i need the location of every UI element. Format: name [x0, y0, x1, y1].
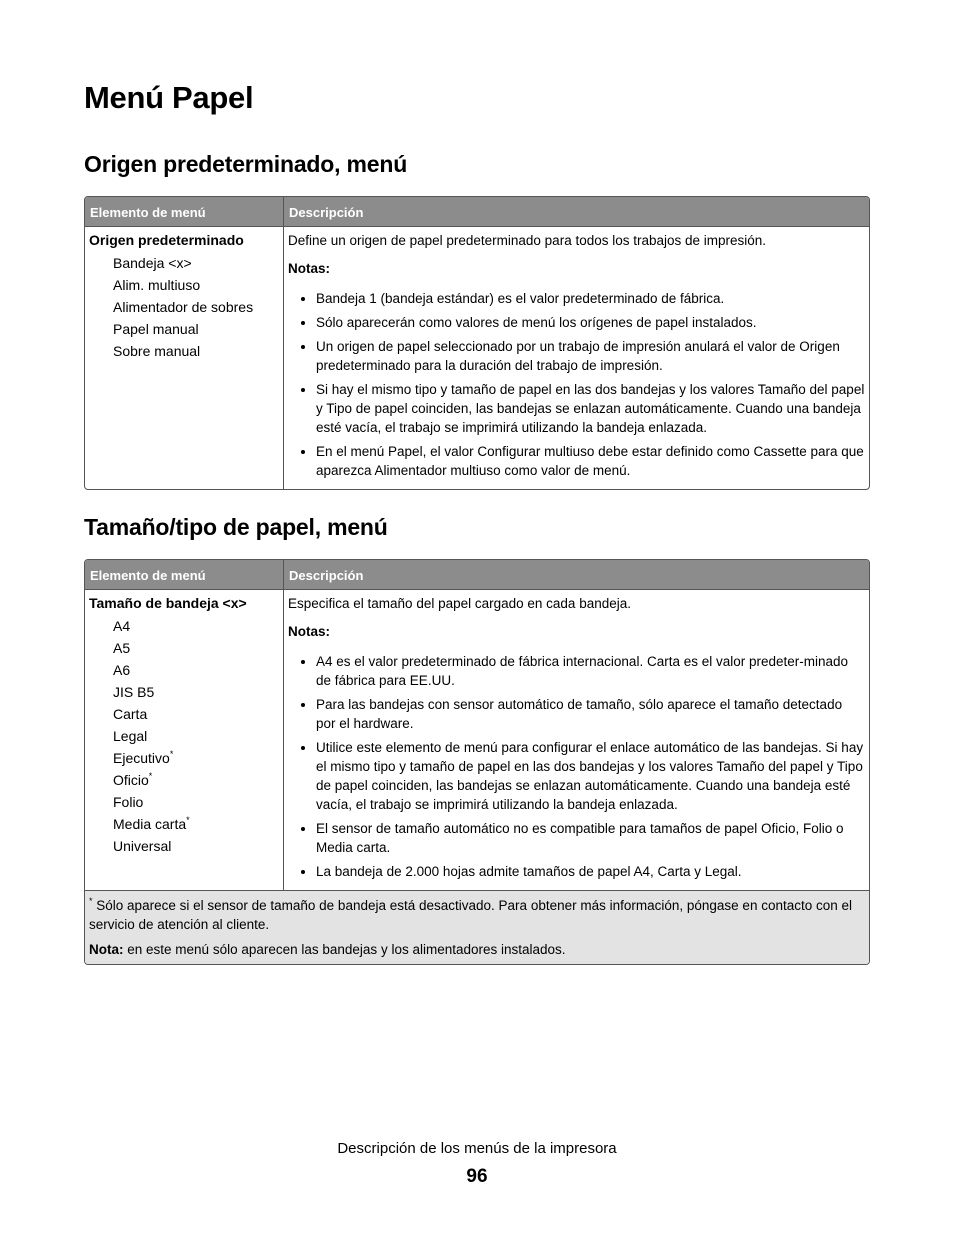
- table-header-row: [85, 197, 869, 226]
- page-number: 96: [466, 1166, 488, 1187]
- option-label: Oficio: [113, 772, 149, 788]
- menu-item-name: Tamaño de bandeja <x>: [89, 595, 247, 611]
- origen-menu-table: [84, 196, 870, 490]
- menu-item-cell: [85, 226, 284, 489]
- asterisk-mark: *: [186, 815, 190, 825]
- asterisk-mark: *: [89, 896, 93, 906]
- footnote-text: Sólo aparece si el sensor de tamaño de bandeja está desactivado. Para obtener más información, póngase en contacto con el servicio de atención al cliente.: [89, 898, 853, 932]
- note-text: en este menú sólo aparecen las bandejas y los alimentadores instalados.: [127, 942, 566, 957]
- option-item: JIS B5: [113, 684, 155, 700]
- option-item: Papel manual: [113, 321, 199, 337]
- option-list: [89, 252, 279, 362]
- footer-description: Descripción de los menús de la impresora: [337, 1140, 617, 1157]
- header-description: Descripción: [284, 560, 869, 589]
- option-item: Sobre manual: [113, 343, 201, 359]
- note-item: • Un origen de papel seleccionado por un trabajo de impresión anulará el valor de Origen predeterminado para la duración del trabajo de impresión.: [316, 337, 865, 375]
- option-list: [89, 615, 279, 857]
- asterisk-mark: *: [148, 771, 153, 781]
- option-item: Legal: [113, 728, 148, 744]
- section-title-tamano: Tamaño/tipo de papel, menú: [84, 514, 388, 540]
- option-item: Universal: [113, 838, 172, 854]
- note-item: • En el menú Papel, el valor Configurar multiuso debe estar definido como Cassette para que aparezca Alimentador multiuso como valor de menú.: [316, 442, 865, 480]
- notes-label: Notas:: [288, 624, 331, 639]
- option-item: Alimentador de sobres: [113, 299, 254, 315]
- header-menu-item: Elemento de menú: [85, 197, 284, 226]
- note-item: • A4 es el valor predeterminado de fábrica internacional. Carta es el valor predeter-minado de fábrica para EE.UU.: [316, 652, 865, 690]
- option-item: Alim. multiuso: [113, 277, 201, 293]
- notes-label: Notas:: [288, 261, 331, 276]
- option-label: Ejecutivo: [113, 750, 170, 766]
- footnote: [89, 896, 865, 934]
- notes-list: [288, 289, 865, 480]
- menu-item-cell: [85, 589, 284, 890]
- table-footer-row: [85, 890, 869, 964]
- table-row: [85, 589, 869, 890]
- header-description: Descripción: [284, 197, 869, 226]
- note-item: • El sensor de tamaño automático no es compatible para tamaños de papel Oficio, Folio o Media carta.: [316, 819, 865, 857]
- option-label: Media carta: [113, 816, 187, 832]
- asterisk-mark: *: [169, 749, 174, 759]
- menu-item-name: Origen predeterminado: [89, 232, 244, 248]
- note-label: Nota:: [89, 942, 124, 957]
- description-cell: [284, 226, 869, 489]
- option-item: A5: [113, 640, 131, 656]
- page-title: Menú Papel: [84, 80, 254, 115]
- option-item: [113, 747, 279, 769]
- note-item: • La bandeja de 2.000 hojas admite tamaños de papel A4, Carta y Legal.: [316, 862, 865, 881]
- installed-note: [89, 940, 865, 959]
- note-item: • Utilice este elemento de menú para configurar el enlace automático de las bandejas. Si hay el mismo tipo y tamaño de papel en las dos bandejas y los valores Tamaño del papel y Tipo de papel coinciden, las bandejas se enlazan automáticamente. Cuando una bandeja esté vacía, el trabajo se imprimirá utilizando la bandeja enlazada.: [316, 738, 865, 814]
- option-item: Carta: [113, 706, 148, 722]
- option-item: [113, 769, 279, 791]
- note-item: • Si hay el mismo tipo y tamaño de papel en las dos bandejas y los valores Tamaño del papel y Tipo de papel coinciden, las bandejas se enlazan automáticamente. Cuando una bandeja esté vacía, el trabajo se imprimirá utilizando la bandeja enlazada.: [316, 380, 865, 437]
- footnote-cell: [85, 890, 869, 964]
- tamano-menu-table: [84, 559, 870, 965]
- note-item: • Sólo aparecerán como valores de menú los orígenes de papel instalados.: [316, 313, 865, 332]
- note-item: • Para las bandejas con sensor automático de tamaño, sólo aparece el tamaño detectado por el hardware.: [316, 695, 865, 733]
- note-item: • Bandeja 1 (bandeja estándar) es el valor predeterminado de fábrica.: [316, 289, 865, 308]
- header-menu-item: Elemento de menú: [85, 560, 284, 589]
- description-cell: [284, 589, 869, 890]
- option-item: A4: [113, 618, 131, 634]
- description-text: Especifica el tamaño del papel cargado en cada bandeja.: [288, 596, 631, 611]
- option-item: [113, 813, 279, 835]
- option-item: A6: [113, 662, 131, 678]
- section-title-origen: Origen predeterminado, menú: [84, 151, 408, 177]
- option-item: Bandeja <x>: [113, 255, 192, 271]
- table-row: [85, 226, 869, 489]
- table-header-row: [85, 560, 869, 589]
- notes-list: [288, 652, 865, 881]
- option-item: Folio: [113, 794, 144, 810]
- description-text: Define un origen de papel predeterminado para todos los trabajos de impresión.: [288, 233, 767, 248]
